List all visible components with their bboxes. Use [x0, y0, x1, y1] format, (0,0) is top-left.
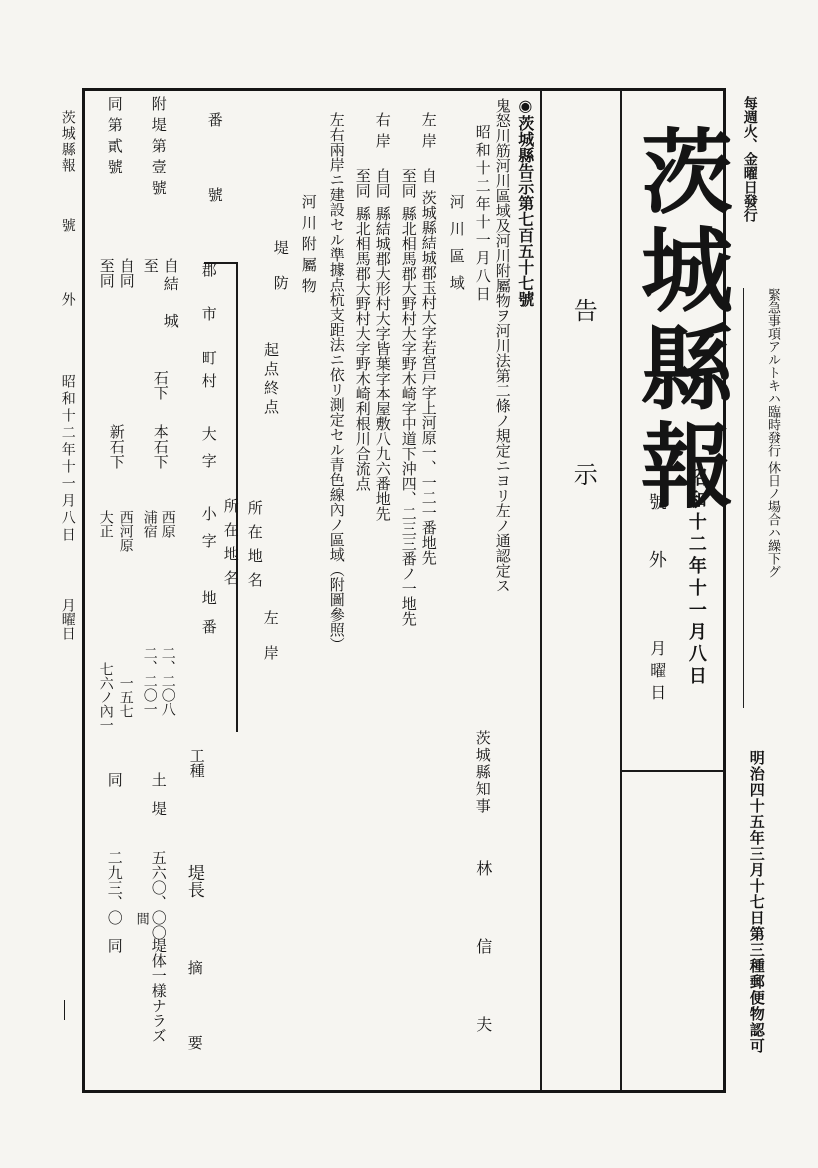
- row1-end-chiban-place: 浦宿: [141, 510, 158, 538]
- right-bank-from: 縣結城郡大形村大字皆葉字本屋敷八九六番地先: [373, 206, 392, 521]
- col-gun: 郡: [199, 262, 218, 277]
- row1-unit: 間: [133, 912, 149, 925]
- col-shi: 市: [199, 306, 218, 321]
- col-place-header-sub: 所在地名: [221, 498, 240, 594]
- row2-end-chiban: 七六ノ內一: [97, 662, 114, 732]
- facilities-heading: 河川附屬物: [299, 194, 318, 299]
- col-place-header: 所在地名: [245, 500, 264, 596]
- date-rule: [622, 770, 724, 772]
- signer-title: 茨城縣知事: [473, 730, 492, 815]
- masthead-divider: [620, 90, 622, 1090]
- row2-start-chiban-place: 西河原: [117, 510, 134, 552]
- margin-date: 昭和十二年十一月八日: [59, 374, 76, 544]
- gazette-title: 茨城縣報: [626, 124, 734, 516]
- col-summary-header: 摘要: [185, 960, 204, 1110]
- row1-type: 土堤: [149, 772, 168, 830]
- right-bank-label: 右岸: [373, 112, 392, 154]
- row1-start-chiban-place: 西原: [159, 510, 176, 538]
- row1-end-chiban: 二、二〇一: [141, 646, 158, 716]
- section-divider: [540, 90, 542, 1090]
- col-length-header: 堤長: [183, 864, 204, 898]
- postal-permit: 明治四十五年三月十七日第三種郵便物認可: [747, 750, 766, 1054]
- row2-number: 同第貳號: [105, 96, 124, 180]
- signer-name: 林 信 夫: [473, 860, 493, 1042]
- margin-issue: 號外: [59, 218, 76, 366]
- notice-body: 鬼怒川筋河川區域及河川附屬物ヲ河川法第二條ノ規定ニヨリ左ノ通認定ス: [493, 98, 512, 593]
- left-bank-to-label: 至同: [399, 168, 418, 198]
- row1-summary: 堤体一樣ナラズ: [149, 938, 168, 1043]
- embankment-heading: 堤防: [271, 240, 290, 310]
- weekday: 月曜日: [647, 640, 667, 706]
- row1-start-koaza: 本石下: [151, 424, 170, 469]
- left-bank-from-label: 自: [419, 168, 438, 183]
- river-area-note: 左右兩岸ニ建設セル準據点杭支距法ニ依リ測定セル青色線內ノ區域（附圖參照）: [327, 112, 346, 652]
- row2-end-label: 至同: [97, 258, 116, 288]
- row2-start-koaza: 新石下: [107, 424, 126, 469]
- issue-label: 號外: [645, 492, 667, 608]
- holiday-note: 緊急事項アルトキハ臨時發行 休日ノ場合ハ繰下グ: [743, 288, 780, 708]
- row1-start-chiban: 二、二〇八: [159, 646, 176, 716]
- river-area-heading: 河川區域: [447, 194, 466, 302]
- row2-length: 二九三、〇: [105, 850, 124, 925]
- col-koaza: 小字: [199, 506, 218, 560]
- row2-start-label: 自同: [117, 258, 136, 288]
- row2-start-chiban: 一五七: [117, 676, 134, 718]
- col-chouson: 町村: [199, 350, 218, 396]
- right-bank-to-label: 至同: [353, 168, 372, 198]
- margin-dash: [64, 1000, 65, 1020]
- col-chiban: 地番: [199, 590, 218, 648]
- row2-end-chiban-place: 大正: [97, 510, 114, 538]
- notice-number: ◉茨城縣告示第七百五十七號: [515, 96, 535, 307]
- col-start-end-header: 起点終点: [262, 342, 280, 418]
- left-bank-label: 左岸: [419, 112, 438, 154]
- col-oaza: 大字: [199, 426, 218, 480]
- col-type-header: 工種: [187, 748, 206, 778]
- table-bracket: [236, 262, 238, 732]
- row1-end-label: 至: [141, 258, 160, 273]
- right-bank-to: 縣北相馬郡大野村大字野木崎利根川合流点: [353, 206, 372, 491]
- section-label: 告示: [569, 298, 598, 626]
- margin-weekday: 月曜日: [59, 598, 76, 640]
- col-number-header: 番號: [205, 112, 224, 262]
- left-bank-from: 茨城縣結城郡玉村大字若宮戸字上河原一、一二一番地先: [419, 190, 438, 565]
- row1-start-gun: 結城: [161, 276, 180, 350]
- issue-date: 昭和十二年十一月八日: [685, 468, 707, 688]
- publication-schedule: 每週火、金曜日發行: [741, 96, 758, 222]
- row2-type: 同: [105, 772, 124, 787]
- right-bank-from-label: 自同: [373, 168, 392, 198]
- row2-summary: 同: [105, 938, 124, 953]
- facilities-bank: 左岸: [261, 610, 280, 680]
- row1-start-label: 自: [161, 258, 180, 273]
- row1-length: 五六〇、〇〇: [149, 850, 168, 940]
- notice-date: 昭和十二年十一月八日: [473, 124, 492, 304]
- row1-start-oaza: 石下: [151, 370, 170, 400]
- margin-gazette-label: 茨城縣報: [59, 110, 76, 174]
- left-bank-to: 縣北相馬郡大野村大字野木崎字中道下沖四、二三三番ノ一地先: [399, 206, 418, 626]
- row1-number: 附堤第壹號: [149, 96, 168, 201]
